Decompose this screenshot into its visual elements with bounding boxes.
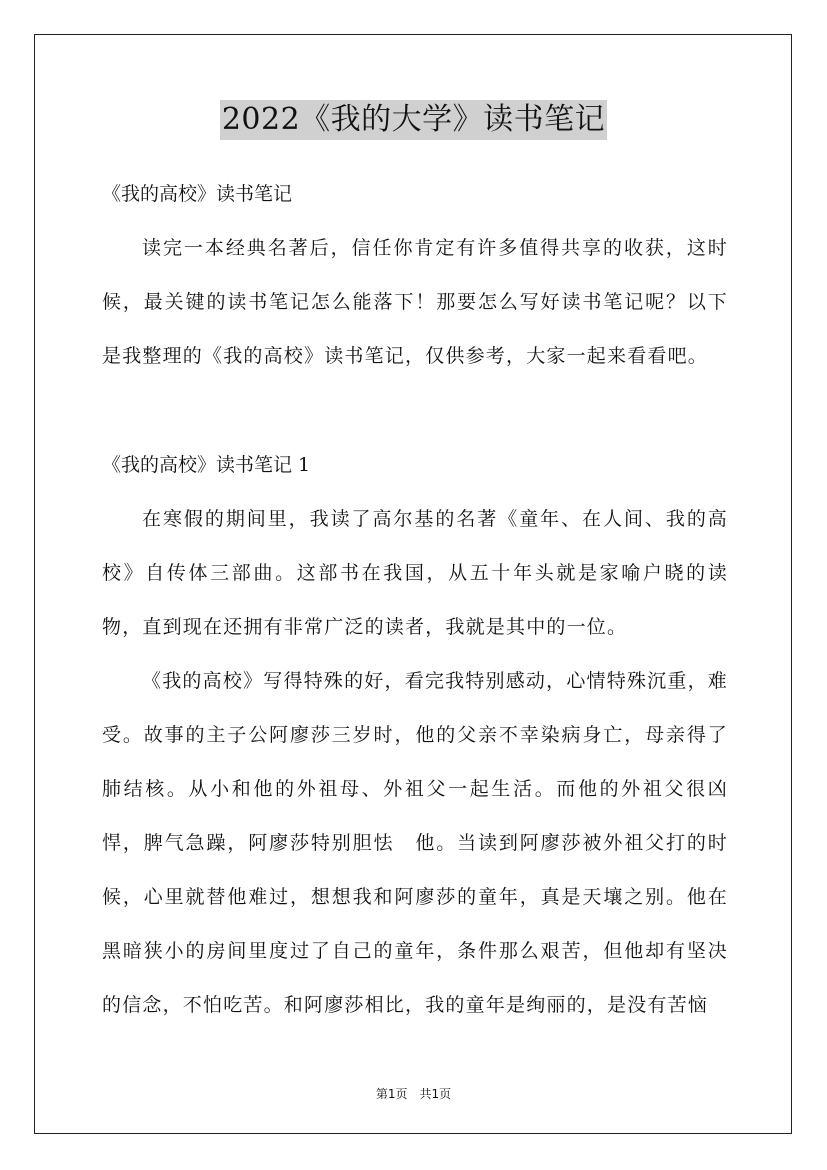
section-heading: 《我的高校》读书笔记 1 [102, 454, 311, 476]
page-footer [0, 1086, 827, 1102]
body-paragraph-1: 在寒假的期间里，我读了高尔基的名著《童年、在人间、我的高校》自传体三部曲。这部书在我国，从五十年头就是家喻户晓的读物，直到现在还拥有非常广泛的读者，我就是其中的一位。 [102, 508, 728, 638]
page-number-label: 第1页 共1页 [375, 1087, 452, 1101]
document-subtitle: 《我的高校》读书笔记 [102, 183, 293, 205]
title-container [0, 100, 827, 140]
body-paragraph-2: 《我的高校》写得特殊的好，看完我特别感动，心情特殊沉重，难受。故事的主子公阿廖莎三岁时，他的父亲不幸染病身亡，母亲得了肺结核。从小和他的外祖母、外祖父一起生活。而他的外祖父很凶悍，脾气急躁，阿廖莎特别胆怯 他。当读到阿廖莎被外祖父打的时候，心里就替他难过，想想我和阿廖莎的童年，真是天壤之别。他在黑暗狭小的房间里度过了自己的童年，条件那么艰苦，但他却有坚决的信念，不怕吃苦。和阿廖莎相比，我的童年是绚丽的，是没有苦恼 [102, 670, 728, 1016]
intro-paragraph: 读完一本经典名著后，信任你肯定有许多值得共享的收获，这时候，最关键的读书笔记怎么能落下！那要怎么写好读书笔记呢？以下是我整理的《我的高校》读书笔记，仅供参考，大家一起来看看吧。 [102, 237, 728, 367]
document-title: 2022《我的大学》读书笔记 [220, 100, 607, 140]
